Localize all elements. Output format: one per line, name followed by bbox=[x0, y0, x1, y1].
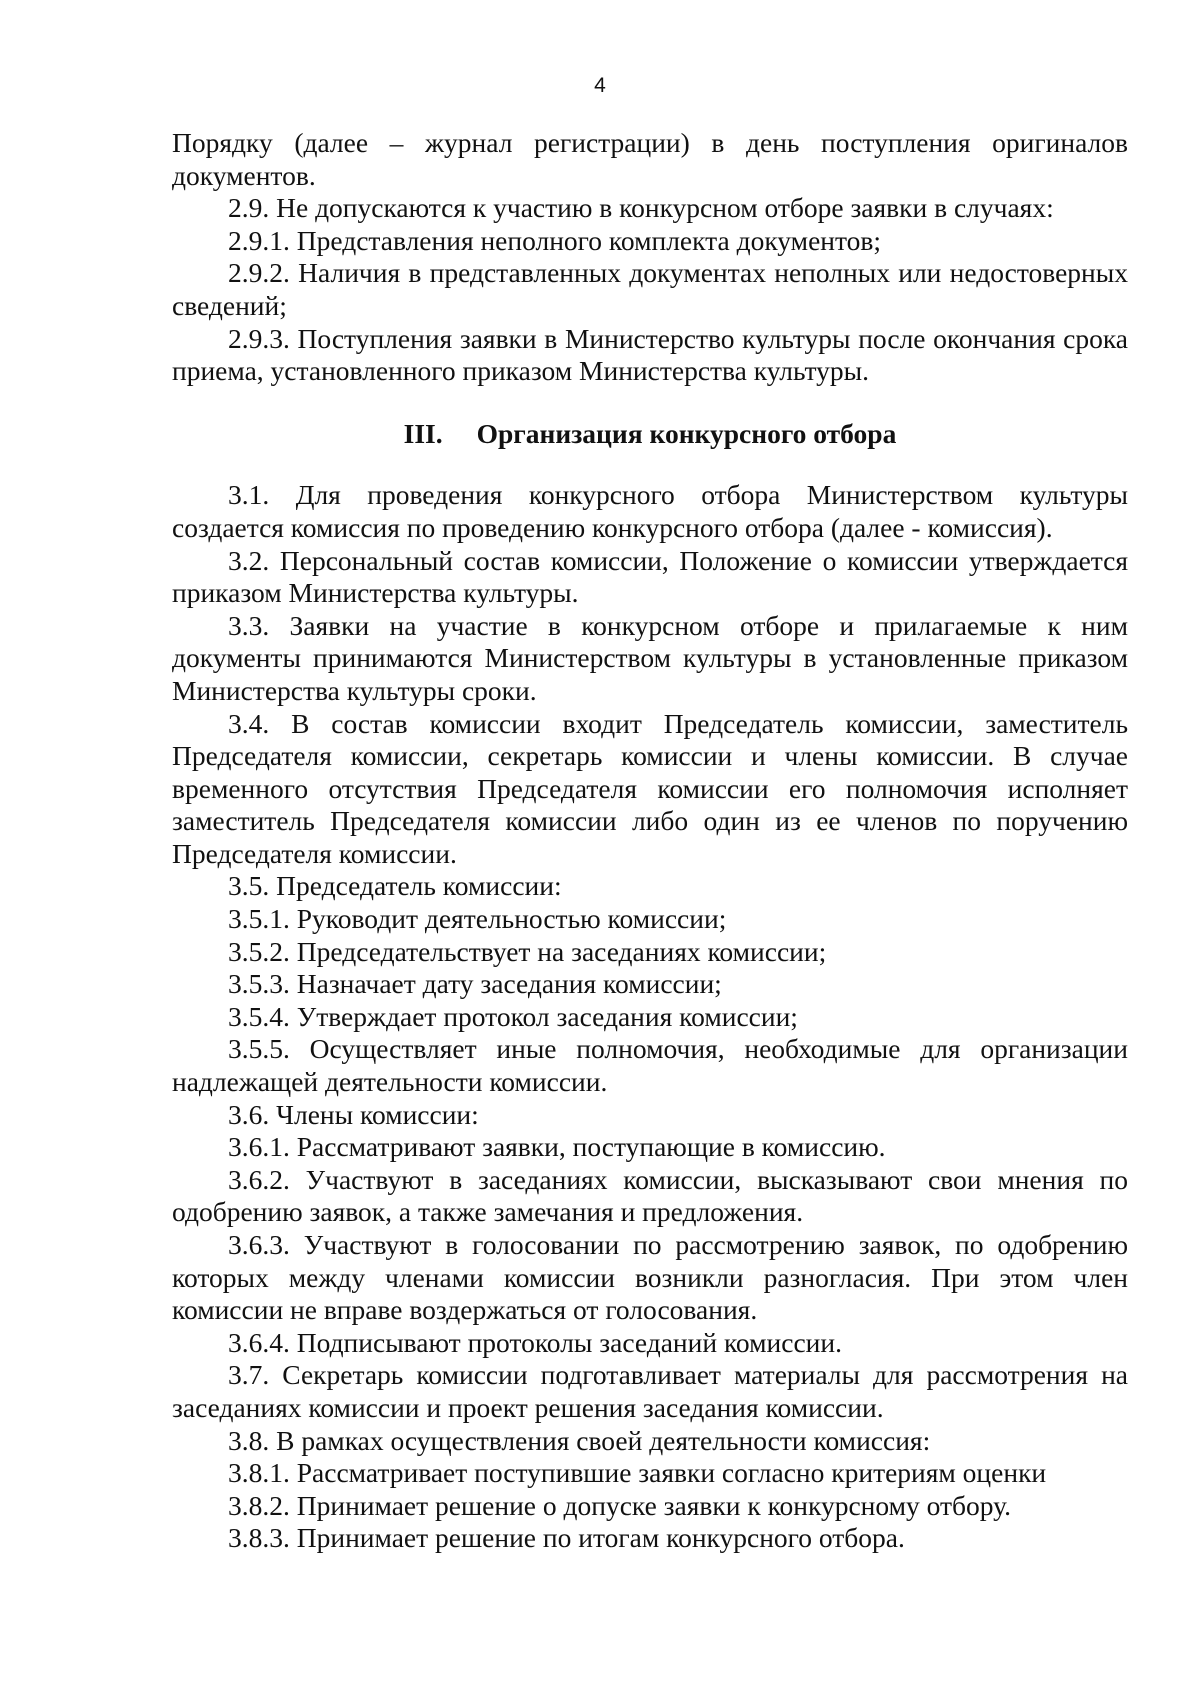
paragraph-2-9-1: 2.9.1. Представления неполного комплекта документов; bbox=[228, 224, 882, 256]
paragraph-3-3: 3.3. Заявки на участие в конкурсном отборе и прилагаемые к ним документы принимаются Министерством культуры в установленные приказом Министерства культуры сроки. bbox=[172, 609, 1128, 706]
paragraph-3-8-2: 3.8.2. Принимает решение о допуске заявки к конкурсному отбору. bbox=[228, 1489, 1012, 1521]
paragraph-3-8-1: 3.8.1. Рассматривает поступившие заявки согласно критериям оценки bbox=[228, 1457, 1047, 1489]
paragraph-2-9-3: 2.9.3. Поступления заявки в Министерство культуры после окончания срока приема, установленного приказом Министерства культуры. bbox=[172, 322, 1128, 387]
paragraph-3-5-3: 3.5.3. Назначает дату заседания комиссии; bbox=[228, 968, 722, 1000]
paragraph-3-6-1: 3.6.1. Рассматривают заявки, поступающие в комиссию. bbox=[228, 1131, 886, 1163]
paragraph-3-6-2: 3.6.2. Участвуют в заседаниях комиссии, высказывают свои мнения по одобрению заявок, а также замечания и предложения. bbox=[172, 1163, 1128, 1228]
paragraph-3-8: 3.8. В рамках осуществления своей деятельности комиссия: bbox=[228, 1424, 931, 1456]
paragraph-3-6-3: 3.6.3. Участвуют в голосовании по рассмотрению заявок, по одобрению которых между членами комиссии возникли разногласия. При этом член комиссии не вправе воздержаться от голосования. bbox=[172, 1229, 1128, 1326]
paragraph-2-9: 2.9. Не допускаются к участию в конкурсном отборе заявки в случаях: bbox=[228, 192, 1054, 224]
paragraph-2-9-2: 2.9.2. Наличия в представленных документах неполных или недостоверных сведений; bbox=[172, 257, 1128, 321]
paragraph-3-8-3: 3.8.3. Принимает решение по итогам конкурсного отбора. bbox=[228, 1522, 905, 1554]
section-heading bbox=[172, 418, 1128, 451]
paragraph-3-5-1: 3.5.1. Руководит деятельностью комиссии; bbox=[228, 903, 727, 935]
paragraph-3-7: 3.7. Секретарь комиссии подготавливает материалы для рассмотрения на заседаниях комиссии и проект решения заседания комиссии. bbox=[172, 1359, 1128, 1423]
paragraph-3-5-4: 3.5.4. Утверждает протокол заседания комиссии; bbox=[228, 1000, 798, 1032]
paragraph-continuation: Порядку (далее – журнал регистрации) в день поступления оригиналов документов. bbox=[172, 127, 1128, 191]
paragraph-3-2: 3.2. Персональный состав комиссии, Положение о комиссии утверждается приказом Министерства культуры. bbox=[172, 544, 1128, 609]
paragraph-3-6-4: 3.6.4. Подписывают протоколы заседаний комиссии. bbox=[228, 1326, 842, 1358]
document-body bbox=[172, 127, 1128, 1555]
paragraph-3-5-2: 3.5.2. Председательствует на заседаниях комиссии; bbox=[228, 935, 827, 967]
section-number: III. bbox=[403, 417, 443, 449]
section-title: Организация конкурсного отбора bbox=[476, 417, 897, 449]
paragraph-3-5-5: 3.5.5. Осуществляет иные полномочия, необходимые для организации надлежащей деятельности комиссии. bbox=[172, 1033, 1128, 1098]
page-number: 4 bbox=[594, 74, 606, 97]
paragraph-3-4: 3.4. В состав комиссии входит Председатель комиссии, заместитель Председателя комиссии, секретарь комиссии и члены комиссии. В случае временного отсутствия Председателя комиссии его полномочия исполняет заместитель Председателя комиссии либо один из ее членов по поручению Председателя комиссии. bbox=[172, 707, 1128, 869]
paragraph-3-6: 3.6. Члены комиссии: bbox=[228, 1098, 479, 1130]
paragraph-3-5: 3.5. Председатель комиссии: bbox=[228, 870, 562, 902]
paragraph-3-1: 3.1. Для проведения конкурсного отбора Министерством культуры создается комиссия по проведению конкурсного отбора (далее - комиссия). bbox=[172, 479, 1128, 543]
